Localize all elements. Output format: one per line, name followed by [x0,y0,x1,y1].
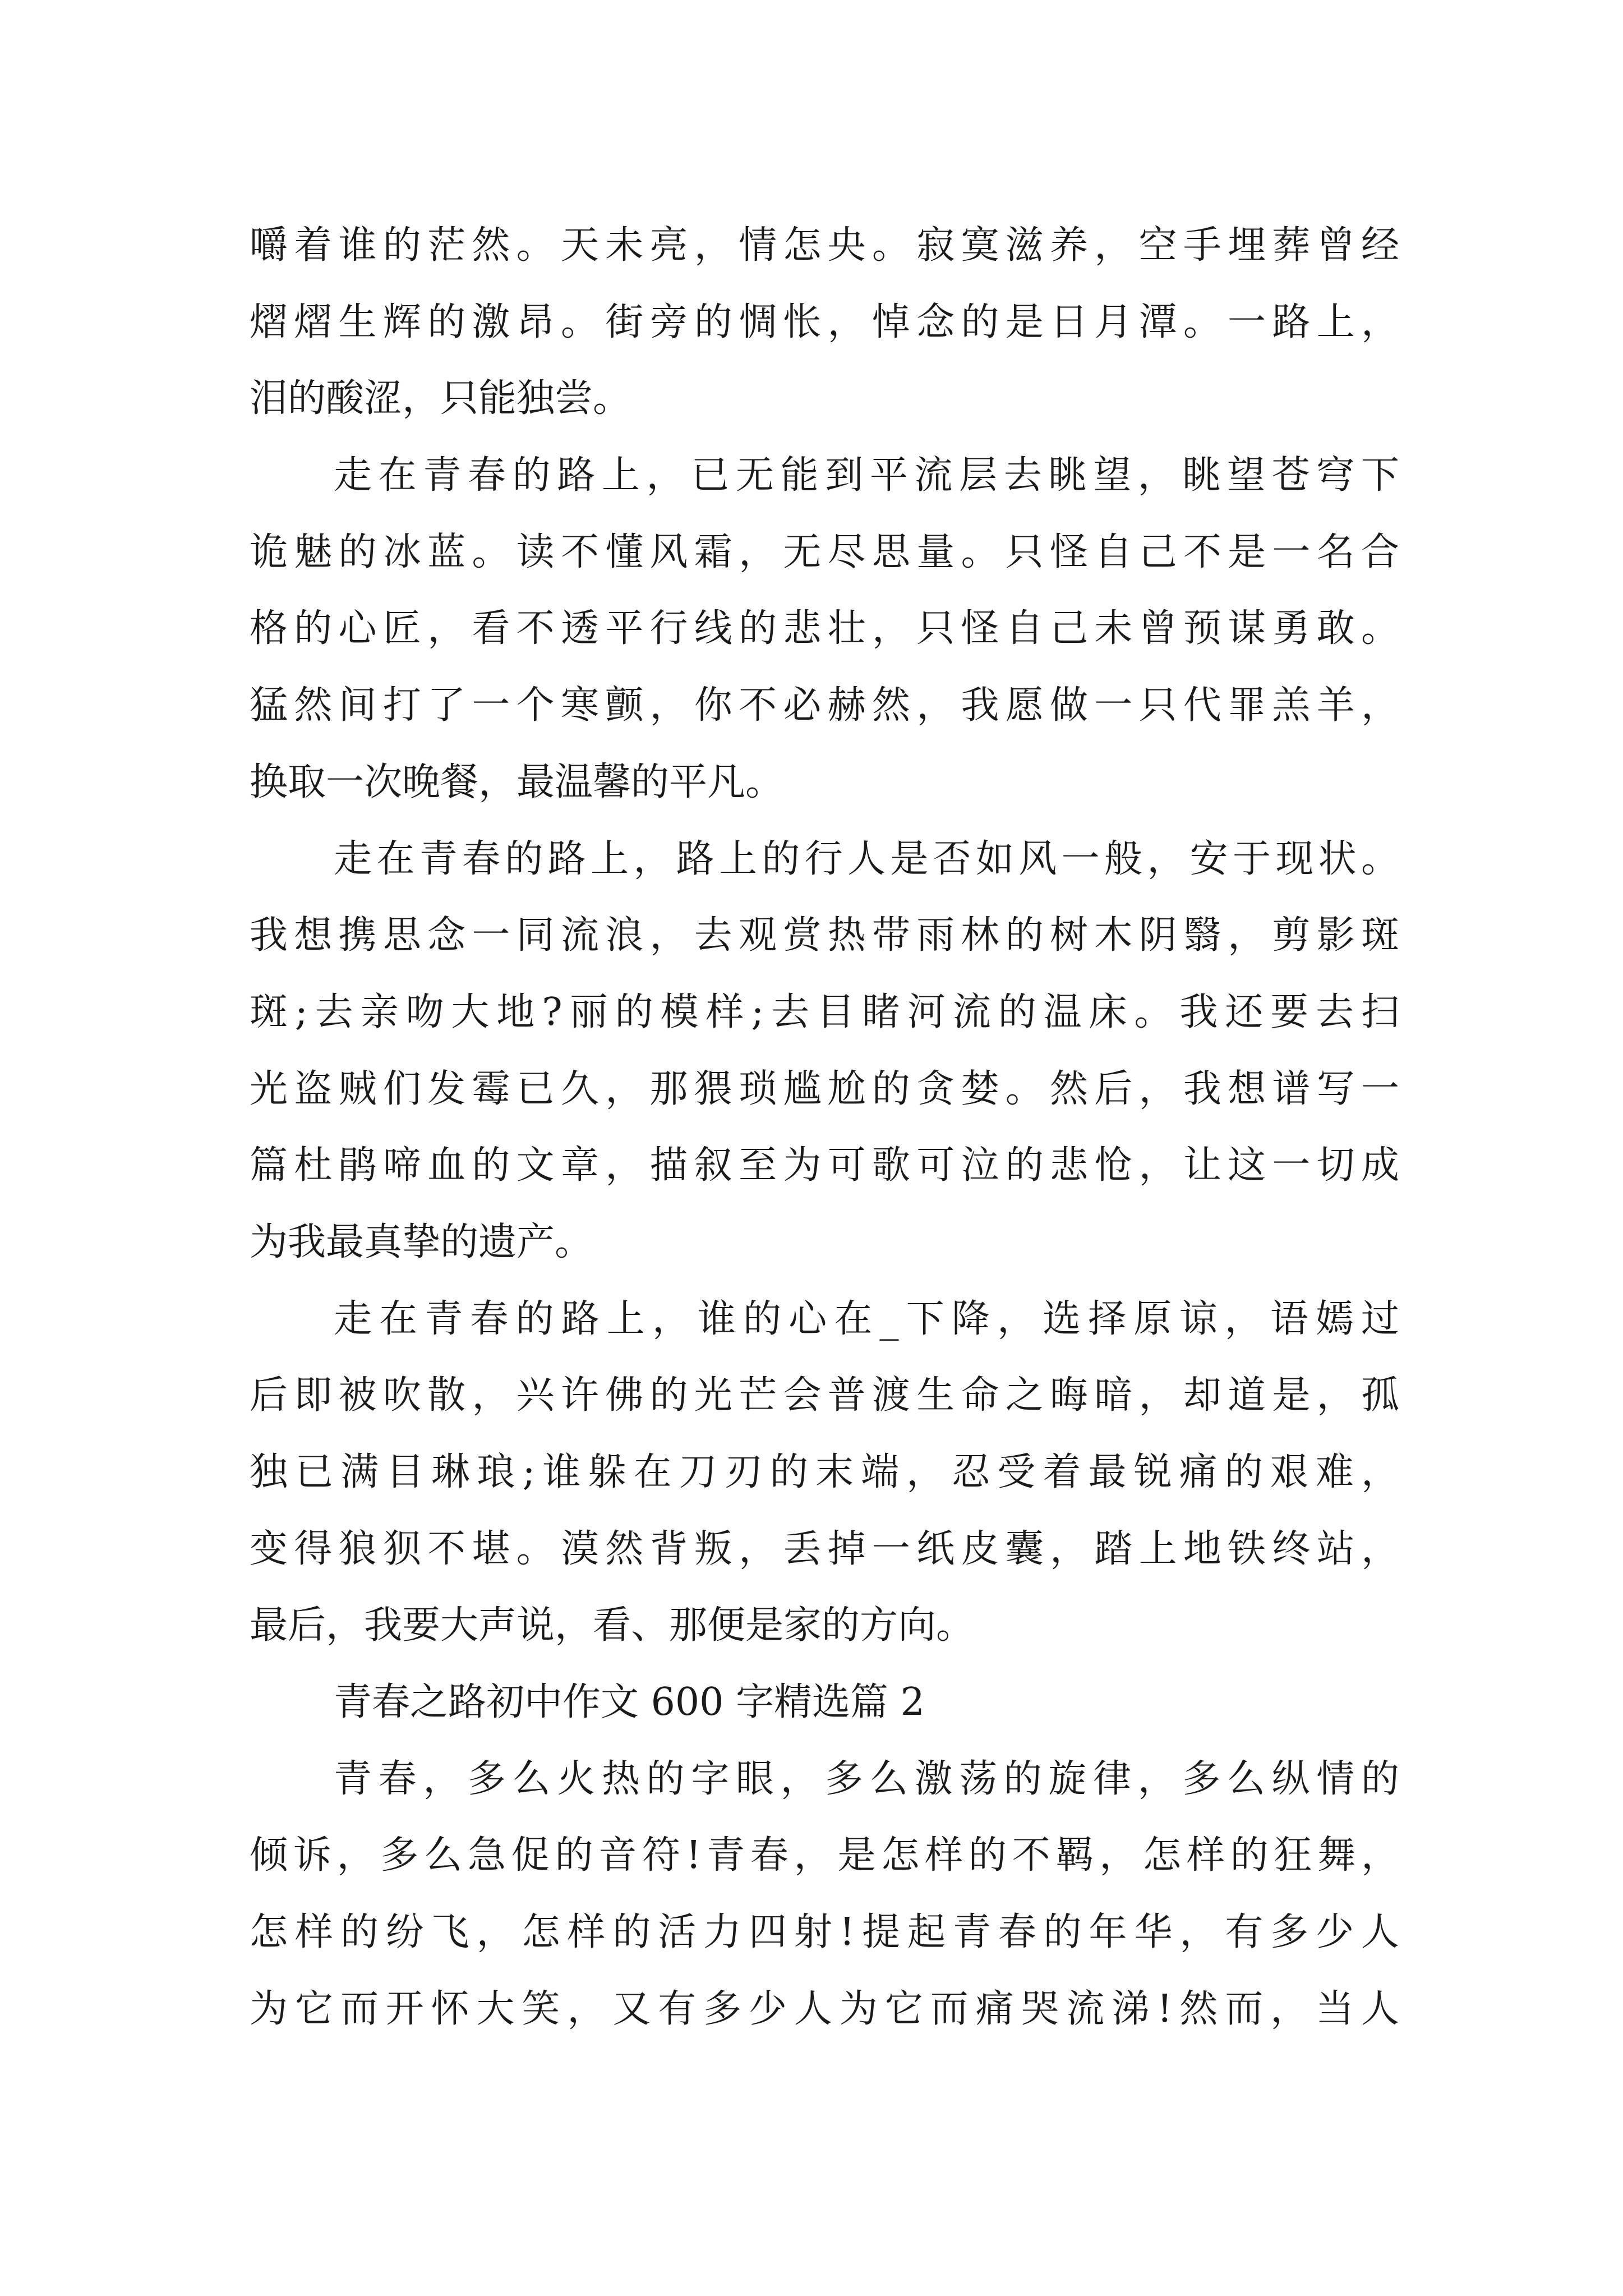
text-line: 为我最真挚的遗产。 [250,1220,593,1264]
text-line: 怎样的纷飞，怎样的活力四射!提起青春的年华，有多少人 [250,1910,1399,1955]
text-line: 猛然间打了一个寒颤，你不必赫然，我愿做一只代罪羔羊， [250,683,1399,728]
document-body [250,208,1399,2048]
paragraph-first-line: 走在青春的路上，路上的行人是否如风一般，安于现状。 [334,836,1399,881]
paragraph-first-line: 青春，多么火热的字眼，多么激荡的旋律，多么纵情的 [334,1756,1399,1801]
section-heading: 青春之路初中作文 600 字精选篇 2 [334,1680,925,1725]
text-line: 光盗贼们发霉已久，那猥琐尴尬的贪婪。然后，我想谱写一 [250,1066,1399,1111]
text-line: 嚼着谁的茫然。天未亮，情怎央。寂寞滋养，空手埋葬曾经 [250,223,1399,268]
text-line: 我想携思念一同流浪，去观赏热带雨林的树木阴翳，剪影斑 [250,913,1399,958]
text-line: 为它而开怀大笑，又有多少人为它而痛哭流涕!然而，当人 [250,1986,1399,2031]
text-line: 熠熠生辉的激昂。街旁的惆怅，悼念的是日月潭。一路上， [250,300,1399,344]
text-line: 独已满目琳琅;谁躲在刀刃的末端，忍受着最锐痛的艰难， [250,1450,1399,1494]
text-line: 诡魅的冰蓝。读不懂风霜，无尽思量。只怪自己不是一名合 [250,530,1399,574]
text-line: 斑;去亲吻大地?丽的模样;去目睹河流的温床。我还要去扫 [250,990,1399,1034]
text-line: 格的心匠，看不透平行线的悲壮，只怪自己未曾预谋勇敢。 [250,606,1399,651]
text-line: 最后，我要大声说，看、那便是家的方向。 [250,1603,975,1648]
text-line: 换取一次晚餐，最温馨的平凡。 [250,760,784,804]
paragraph-first-line: 走在青春的路上，谁的心在_下降，选择原谅，语嫣过 [334,1296,1399,1341]
text-line: 泪的酸涩，只能独尝。 [250,376,631,421]
text-line: 篇杜鹃啼血的文章，描叙至为可歌可泣的悲怆，让这一切成 [250,1143,1399,1188]
text-line: 变得狼狈不堪。漠然背叛，丢掉一纸皮囊，踏上地铁终站， [250,1526,1399,1571]
paragraph-first-line: 走在青春的路上，已无能到平流层去眺望，眺望苍穹下 [334,453,1399,498]
text-line: 倾诉，多么急促的音符!青春，是怎样的不羁，怎样的狂舞， [250,1833,1399,1878]
text-line: 后即被吹散，兴许佛的光芒会普渡生命之晦暗，却道是，孤 [250,1373,1399,1418]
